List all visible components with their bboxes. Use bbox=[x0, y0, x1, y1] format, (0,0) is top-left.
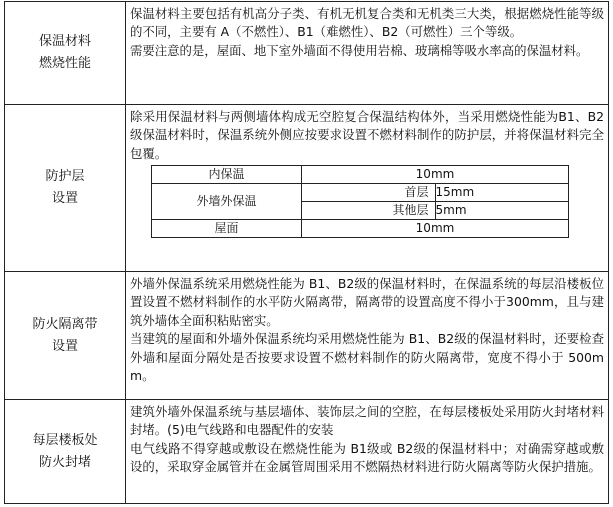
inner-cell-sublabel: 首层 bbox=[302, 184, 436, 202]
inner-cell-value: 15mm bbox=[435, 184, 569, 202]
content-paragraph: 外墙外保温系统采用燃烧性能为 B1、B2级的保温材料时，在保温系统的每层沿楼板位置设置不燃材料制作的水平防火隔离带，隔离带的设置高度不得小于300mm，且与建筑外墙体全面积粘贴密实。 bbox=[130, 276, 604, 328]
inner-cell-value: 10mm bbox=[302, 166, 569, 184]
inner-table-row bbox=[152, 166, 569, 184]
inner-cell-name: 屋面 bbox=[152, 220, 302, 238]
fire-safety-table bbox=[4, 1, 609, 504]
row-content bbox=[126, 272, 609, 400]
content-paragraph: 保温材料主要包括有机高分子类、有机无机复合类和无机类三大类，根据燃烧性能等级的不同，主要有 A（不燃性）、B1（难燃性）、B2（可燃性）三个等级。 bbox=[130, 6, 604, 40]
row-label-line: 每层楼板处 bbox=[32, 432, 98, 448]
row-label-line: 保温材料 bbox=[38, 34, 91, 49]
row-label-line: 设置 bbox=[51, 191, 78, 206]
row-label-line: 防火封堵 bbox=[38, 454, 91, 470]
row-label-line: 燃烧性能 bbox=[38, 56, 91, 71]
row-label bbox=[5, 2, 126, 105]
inner-table-row bbox=[152, 184, 569, 202]
inner-cell-sublabel: 其他层 bbox=[302, 202, 436, 220]
row-label-line: 防护层 bbox=[45, 169, 85, 184]
row-content bbox=[126, 2, 609, 105]
inner-cell-value: 5mm bbox=[435, 202, 569, 220]
table-row-floor-firestop bbox=[5, 400, 609, 504]
content-paragraph: 建筑外墙外保温系统与基层墙体、装饰层之间的空腔，在每层楼板处采用防火封堵材料封堵。(5)电气线路和电器配件的安装 bbox=[130, 404, 604, 438]
row-label-line: 防火隔离带 bbox=[32, 316, 98, 332]
row-label-line: 设置 bbox=[51, 338, 78, 354]
inner-cell-value: 10mm bbox=[302, 220, 569, 238]
inner-cell-name: 内保温 bbox=[152, 166, 302, 184]
content-paragraph: 当建筑的屋面和外墙外保温系统均采用燃烧性能为 B1、B2级的保温材料时，还要检查外墙和屋面分隔处是否按要求设置不燃材料制作的防火隔离带，宽度不得小于 500mm。 bbox=[130, 331, 604, 384]
row-content bbox=[126, 105, 609, 272]
content-paragraph: 电气线路不得穿越或敷设在燃烧性能为 B1级或 B2级的保温材料中；对确需穿越或敷设的，采取穿金属管并在金属管周围采用不燃隔热材料进行防火隔离等防火保护措施。 bbox=[130, 440, 604, 475]
table-row-protective-layer bbox=[5, 105, 609, 272]
content-paragraph: 需要注意的是，屋面、地下室外墙面不得使用岩棉、玻璃棉等吸水率高的保温材料。 bbox=[130, 42, 589, 58]
table-row-insulation-combustibility bbox=[5, 2, 609, 105]
inner-table-row bbox=[152, 220, 569, 238]
row-content bbox=[126, 400, 609, 504]
row-label bbox=[5, 272, 126, 400]
content-paragraph: 除采用保温材料与两侧墙体构成无空腔复合保温结构体外，当采用燃烧性能为B1、B2级保温材料时，保温系统外侧应按要求设置不燃材料制作的防护层，并将保温材料完全包覆。 bbox=[130, 109, 604, 161]
row-label bbox=[5, 105, 126, 272]
table-row-fire-barrier bbox=[5, 272, 609, 400]
inner-cell-name: 外墙外保温 bbox=[152, 184, 302, 220]
protective-layer-thickness-table bbox=[151, 165, 569, 238]
row-label bbox=[5, 400, 126, 504]
